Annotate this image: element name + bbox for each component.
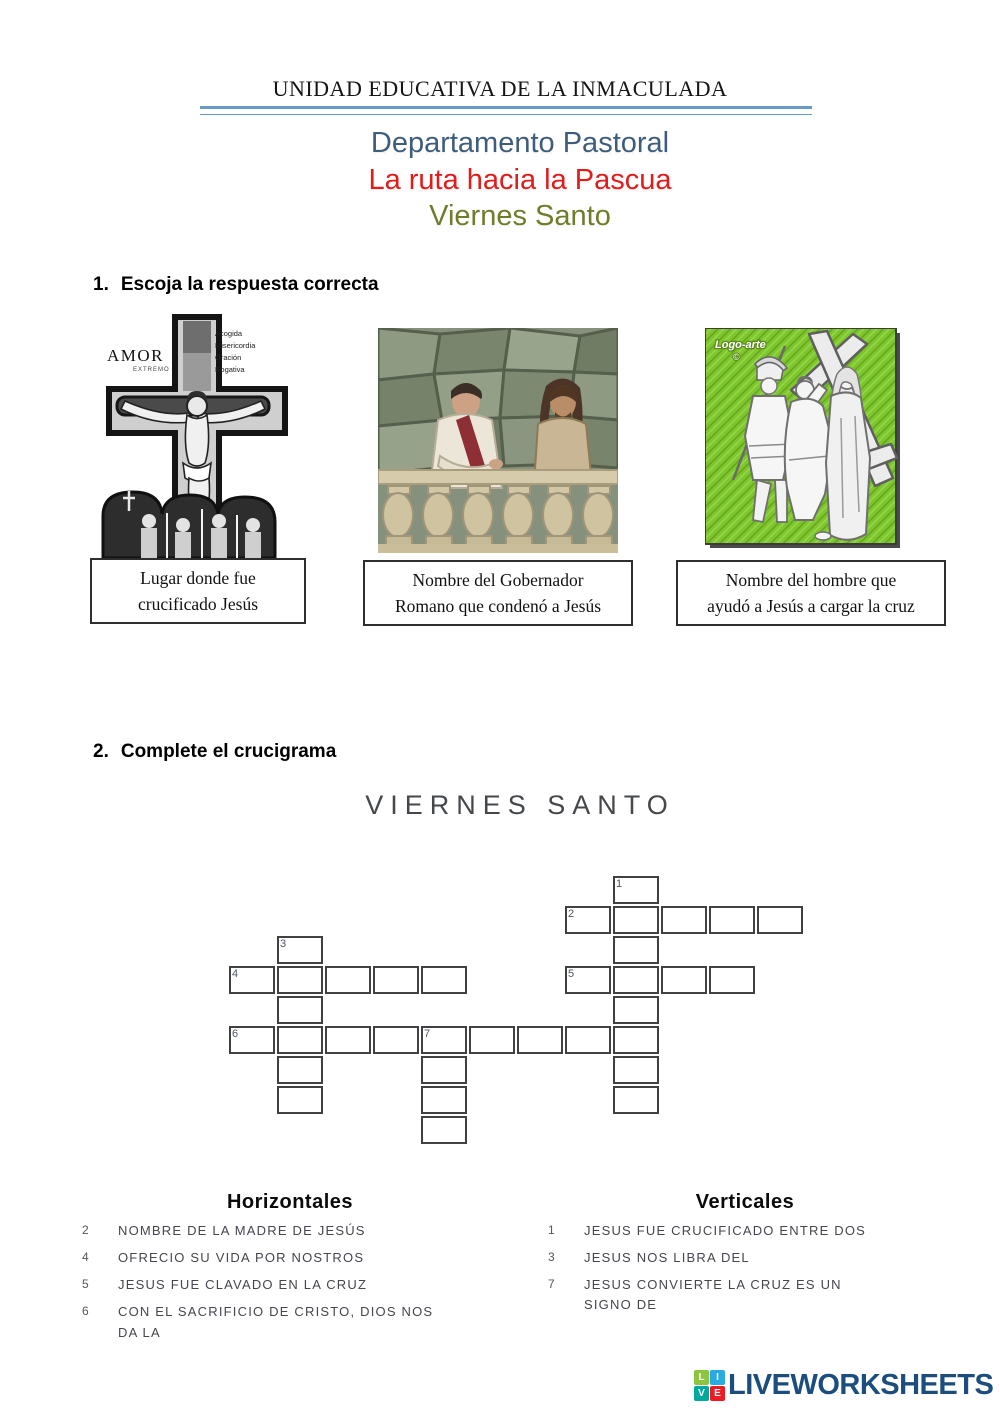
crossword-cell[interactable]	[565, 906, 611, 934]
subtitle-departamento: Departamento Pastoral	[370, 127, 670, 159]
clue-number: 7	[548, 1277, 555, 1292]
caption-line: Nombre del hombre que	[725, 569, 897, 590]
clue-item	[548, 1221, 928, 1241]
logo-arte-watermark: Logo-arte	[715, 339, 766, 351]
subtitle-ruta-pascua: La ruta hacia la Pascua	[368, 164, 672, 196]
crossword-cell[interactable]	[613, 876, 659, 904]
crossword-cell[interactable]	[565, 966, 611, 994]
pilate-jesus-image[interactable]	[378, 328, 618, 553]
crossword-cell-number: 1	[616, 878, 623, 890]
crossword-cell[interactable]	[277, 996, 323, 1024]
crossword-cell[interactable]	[229, 1026, 275, 1054]
clue-text: CON EL SACRIFICIO DE CRISTO, DIOS NOS DA LA	[118, 1304, 434, 1340]
crossword-cell[interactable]	[613, 1026, 659, 1054]
crossword-cell-number: 7	[424, 1028, 431, 1040]
crossword-cell[interactable]	[421, 966, 467, 994]
caption-gobernador	[363, 560, 633, 626]
horizontales-heading: Horizontales	[226, 1191, 354, 1213]
liveworksheets-icon	[694, 1370, 725, 1401]
crossword-cell[interactable]	[277, 936, 323, 964]
clue-item	[548, 1275, 928, 1315]
logo-square-v: V	[694, 1386, 709, 1401]
crossword-cell[interactable]	[421, 1026, 467, 1054]
caption-line: crucificado Jesús	[137, 594, 259, 614]
extremo-text: EXTREMO	[133, 367, 170, 373]
simon-helps-jesus-illustration	[705, 328, 900, 548]
crossword-cell[interactable]	[613, 996, 659, 1024]
caption-hombre-cruz	[676, 560, 946, 626]
horizontal-clue-list	[82, 1221, 462, 1350]
crossword-cell[interactable]	[373, 966, 419, 994]
section2-title: Complete el crucigrama	[120, 741, 337, 762]
crossword-cell-number: 4	[232, 968, 239, 980]
section1-title: Escoja la respuesta correcta	[120, 274, 379, 295]
acrostic-word-1: Acogida	[215, 329, 243, 338]
clue-item	[82, 1221, 462, 1241]
crossword-cell[interactable]	[517, 1026, 563, 1054]
crossword-cell[interactable]	[325, 966, 371, 994]
section2-heading	[93, 741, 336, 763]
crucifixion-image[interactable]	[97, 313, 289, 558]
vertical-clue-list	[548, 1221, 928, 1323]
crossword-cell-number: 5	[568, 968, 575, 980]
crossword-cell-number: 6	[232, 1028, 239, 1040]
clue-text: JESUS FUE CLAVADO EN LA CRUZ	[118, 1277, 368, 1293]
crossword-cell[interactable]	[229, 966, 275, 994]
crossword-cell[interactable]	[709, 906, 755, 934]
crossword-cell[interactable]	[613, 1056, 659, 1084]
liveworksheets-logo[interactable]	[694, 1369, 993, 1402]
clue-item	[82, 1248, 462, 1268]
crossword-cell[interactable]	[565, 1026, 611, 1054]
logo-square-l: L	[694, 1370, 709, 1385]
clue-number: 2	[82, 1223, 89, 1237]
clue-text: JESUS FUE CRUCIFICADO ENTRE DOS	[584, 1223, 867, 1238]
crossword-cell[interactable]	[613, 966, 659, 994]
clue-number: 5	[82, 1277, 89, 1292]
copyright-glyph: ©	[733, 352, 740, 362]
subtitle-viernes-santo: Viernes Santo	[429, 200, 611, 232]
clue-number: 3	[548, 1250, 555, 1265]
verticales-heading: Verticales	[695, 1191, 795, 1213]
pilate-jesus-illustration	[378, 328, 618, 553]
crossword-title: VIERNES SANTO	[365, 790, 675, 820]
clue-text: NOMBRE DE LA MADRE DE JESÚS	[118, 1223, 366, 1238]
acrostic-word-4: Rogativa	[215, 365, 245, 374]
crossword-cell[interactable]	[661, 906, 707, 934]
crossword-cell[interactable]	[613, 936, 659, 964]
acrostic-word-3: Oración	[215, 353, 242, 362]
clue-item	[82, 1302, 462, 1342]
liveworksheets-wordmark: LIVEWORKSHEETS	[728, 1369, 994, 1401]
crossword-cell[interactable]	[421, 1116, 467, 1144]
crossword-cell[interactable]	[613, 906, 659, 934]
clue-text: JESUS NOS LIBRA DEL	[584, 1250, 750, 1266]
crossword-cell[interactable]	[373, 1026, 419, 1054]
caption-line: ayudó a Jesús a cargar la cruz	[707, 596, 915, 616]
clue-item	[548, 1248, 928, 1268]
clue-number: 1	[548, 1223, 555, 1237]
section1-number: 1.	[93, 274, 109, 295]
acrostic-word-2: Misericordia	[215, 341, 256, 350]
logo-square-e: E	[710, 1386, 725, 1401]
crossword-cell[interactable]	[421, 1086, 467, 1114]
crossword-cell[interactable]	[277, 1056, 323, 1084]
clue-number: 4	[82, 1250, 89, 1265]
crossword-cell[interactable]	[757, 906, 803, 934]
school-title: UNIDAD EDUCATIVA DE LA INMACULADA	[272, 76, 728, 101]
clue-text: JESUS CONVIERTE LA CRUZ ES UN SIGNO DE	[584, 1277, 842, 1313]
header-divider	[200, 106, 812, 115]
clue-number: 6	[82, 1304, 89, 1319]
clue-text: OFRECIO SU VIDA POR NOSTROS	[118, 1250, 365, 1266]
crossword-cell-number: 3	[280, 938, 287, 950]
caption-line: Nombre del Gobernador	[412, 569, 584, 590]
clue-item	[82, 1275, 462, 1295]
section2-number: 2.	[93, 741, 109, 762]
crossword-cell-number: 2	[568, 908, 575, 920]
caption-line: Romano que condenó a Jesús	[394, 596, 602, 616]
caption-line: Lugar donde fue	[140, 567, 256, 588]
crossword-cell[interactable]	[661, 966, 707, 994]
crossword-cell[interactable]	[613, 1086, 659, 1114]
amor-text: AMOR	[107, 346, 165, 365]
crossword-cell[interactable]	[277, 966, 323, 994]
simon-helps-jesus-image[interactable]	[705, 328, 900, 548]
crucifixion-illustration	[97, 313, 289, 558]
crossword-cell[interactable]	[325, 1026, 371, 1054]
crossword-cell[interactable]	[469, 1026, 515, 1054]
crossword-cell[interactable]	[277, 1086, 323, 1114]
caption-lugar	[90, 558, 306, 624]
logo-square-i: I	[710, 1370, 725, 1385]
crossword-cell[interactable]	[421, 1056, 467, 1084]
crossword-cell[interactable]	[709, 966, 755, 994]
section1-heading	[93, 274, 379, 296]
crossword-cell[interactable]	[277, 1026, 323, 1054]
